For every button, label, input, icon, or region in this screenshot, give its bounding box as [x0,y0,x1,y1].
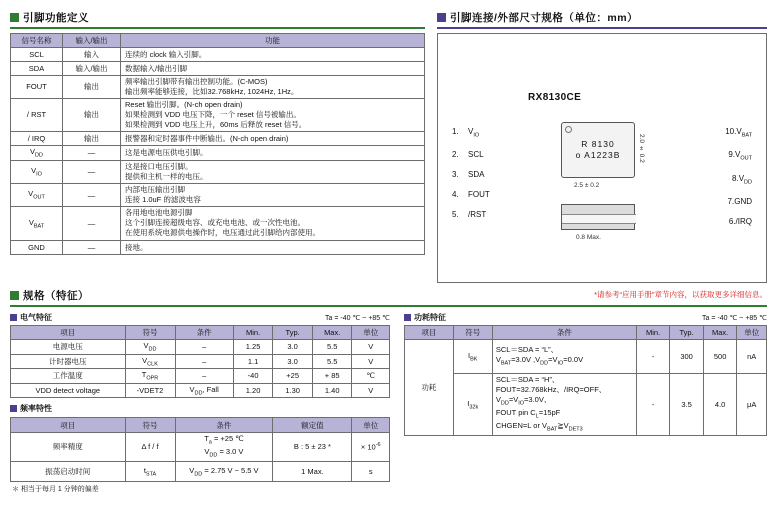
pin-entry [452,145,490,165]
pin-number: 4. [452,190,459,200]
pin-label: SDA [468,170,485,180]
table-row [11,160,425,183]
table-header-row [11,418,390,433]
condition-line: FOUT=32.768kHz、/IRQ=OFF、 [495,385,607,395]
power-subheader [404,312,767,323]
part-number: RX8130CE [528,91,582,103]
col-signal-name: 信号名称 [11,33,63,47]
electrical-table [10,325,390,398]
condition: – [175,340,233,355]
col-condition: 条件 [175,418,273,433]
min: 1.20 [233,383,273,398]
pin-name: GND [11,240,63,254]
max: 500 [703,340,737,374]
subsection-marker-icon [10,314,17,321]
pin-label: $V_{IO}$ [468,126,480,139]
condition: $V_{DD}$, Fall [175,383,233,398]
unit: V [352,354,390,369]
condition-line: CHGEN=L or $V_{BAT}≧V_{DET3}$ [495,421,583,433]
electrical-spec-block [10,312,390,493]
col-condition: 条件 [492,326,636,340]
pin-entry [718,145,752,169]
package-section [437,10,767,283]
min: - [636,374,670,436]
pin-io: 输出 [63,98,121,131]
pin-label: SCL [468,150,484,160]
pin-entry [718,212,752,232]
item: 振荡启动时间 [11,461,126,481]
spec-note: *请参考“应用手册”章节内容，以获取更多详细信息。 [594,290,767,299]
min: 1.25 [233,340,273,355]
symbol: $V_{CLK}$ [125,354,175,369]
unit: × $10^{-6}$ [352,433,390,462]
pin-function: 数据输入/输出引脚 [121,61,425,75]
col-rating: 额定值 [273,418,352,433]
frequency-table [10,417,390,482]
table-row [11,433,390,462]
unit: V [352,340,390,355]
pin-entry [452,205,490,225]
power-spec-block [404,312,767,436]
condition [492,340,636,374]
pin-entry [718,122,752,146]
min: 1.1 [233,354,273,369]
pin-function: 报警器和定时器事件中断输出。(N-ch open drain) [121,132,425,146]
dimension-thickness: 0.8 Max. [576,233,601,241]
pin-function-line: Reset 输出引脚。(N-ch open drain) [125,99,243,109]
pin-io: 输入/输出 [63,61,121,75]
pin-function [121,75,425,98]
col-min: Min. [233,326,273,340]
power-temp-note: Ta = -40 ℃ ~ +85 ℃ [702,314,767,322]
pin-function-line: 提供和主机一样的电压。 [125,171,208,181]
table-row [11,47,425,61]
pin-entry [452,185,490,205]
pin-io: — [63,160,121,183]
rating: 1 Max. [273,461,352,481]
pin-function [121,207,425,240]
pin-label: $V_{BAT}$ [736,126,752,139]
symbol: $I_{BK}$ [453,340,492,374]
pin-number: 5. [452,210,459,220]
max: 5.5 [312,340,352,355]
condition-line: SCL＝SDA = “H”、 [495,375,560,384]
pin-number: 2. [452,150,459,160]
pin-name: $V_{BAT}$ [11,207,63,240]
item: 工作温度 [11,369,126,384]
table-row [405,374,767,436]
section-divider [10,305,767,307]
pin-label: FOUT [468,190,490,200]
item: VDD detect voltage [11,383,126,398]
table-row [405,340,767,374]
item: 频率精度 [11,433,126,462]
package-side-view [561,204,635,230]
table-row [11,132,425,146]
pin-function [121,160,425,183]
pin-function-line: 在使用系统电源供电操作时，电压通过此引脚给内部使用。 [125,228,320,238]
pin-number: 8. [732,173,739,183]
spec-title: 规格（特征） [23,290,89,302]
table-row [11,354,390,369]
pin-function-line: 输出频率能够连接，比如32.768kHz, 1024Hz, 1Hz。 [125,86,299,96]
typ: 3.0 [273,340,313,355]
pin-name: SDA [11,61,63,75]
symbol: $t_{STA}$ [125,461,175,481]
pin-entry [452,122,490,146]
table-row [11,240,425,254]
pin-function [121,98,425,131]
col-function: 功能 [121,33,425,47]
table-row [11,207,425,240]
col-unit: 单位 [737,326,767,340]
pin-function-section [10,10,425,255]
table-header-row [405,326,767,340]
item: 电源电压 [11,340,126,355]
pin-function-line: 连接 1.0uF 的滤波电容 [125,195,201,204]
chip-marking-text: R 8130 o A1223B [575,138,621,160]
table-row [11,183,425,206]
unit: μA [737,374,767,436]
pin-function-header [10,10,425,25]
pin-io: 输出 [63,132,121,146]
min: -40 [233,369,273,384]
subsection-marker-icon [404,314,411,321]
pin-number: 10. [725,126,737,136]
condition-line: $V_{BAT}=3.0V$ $,V_{DD}=V_{IO}=0.0V$ [495,355,584,367]
condition-line: $V_{DD} = 3.0$ V [204,446,244,459]
pin-entry [718,169,752,193]
pin-name: FOUT [11,75,63,98]
pin-entry [718,192,752,212]
pin-function-line: 内部电压输出引脚 [125,184,185,194]
col-item: 项目 [11,326,126,340]
electrical-temp-note: Ta = -40 ℃ ~ +85 ℃ [325,314,390,322]
col-max: Max. [312,326,352,340]
condition-line: FOUT pin $C_L=15pF$ [495,408,561,420]
electrical-title: 电气特征 [20,313,52,322]
unit: ℃ [352,369,390,384]
dimension-height: 2.0 ± 0.2 [638,133,645,163]
condition: – [175,369,233,384]
col-symbol: 符号 [453,326,492,340]
col-io: 输入/输出 [63,33,121,47]
pin-function-line: 这是接口电压引脚。 [125,161,193,171]
pin-io: 输入 [63,47,121,61]
col-typ: Typ. [273,326,313,340]
item: 计时器电压 [11,354,126,369]
pin-label: /IRQ [735,217,752,227]
pin-function [121,183,425,206]
rating: B : 5 ± 23 * [273,433,352,462]
pin-label: /RST [468,210,487,220]
table-row [11,98,425,131]
symbol: $T_{OPR}$ [125,369,175,384]
package-title: 引脚连接/外部尺寸规格（单位：mm） [450,12,639,24]
unit: nA [737,340,767,374]
pin-function-title: 引脚功能定义 [23,12,89,24]
section-divider [10,27,425,29]
pin-number: 9. [728,150,736,160]
pin-list-left [452,122,490,226]
pin-name: / RST [11,98,63,131]
condition: – [175,354,233,369]
pin-io: — [63,146,121,161]
unit: V [352,383,390,398]
table-header-row [11,326,390,340]
pin-io: — [63,207,121,240]
pin-function-line: 如果检测到 VDD 电压下降，一个 reset 信号被输出。 [125,109,301,119]
pin-number: 3. [452,170,459,180]
min: - [636,340,670,374]
chip-marking [562,123,634,177]
pin-label: GND [734,197,752,207]
pin-entry [452,165,490,185]
col-item: 项目 [11,418,126,433]
pin-name: / IRQ [11,132,63,146]
condition-line: SCL＝SDA = “L”、 [495,344,559,354]
condition: $V_{DD} = 2.75$ V ~ 5.5 V [175,461,273,481]
power-table [404,325,767,436]
electrical-subheader [10,312,390,323]
table-header-row [11,33,425,47]
max: + 85 [312,369,352,384]
pin-function: 这是电源电压供电引脚。 [121,146,425,161]
section-marker-icon [10,291,19,300]
typ: 1.30 [273,383,313,398]
pin-number: 7. [727,197,735,207]
spec-section-header [10,288,767,307]
item: 功耗 [405,340,454,436]
condition [492,374,636,436]
section-divider [437,27,767,29]
pin-number: 6. [728,217,736,227]
pin-label: $V_{DD}$ [738,173,752,186]
frequency-title: 频率特性 [20,404,52,413]
pin-name: SCL [11,47,63,61]
pin-function-line: 频率输出引脚带有输出控制功能。(C-MOS) [125,76,268,86]
max: 4.0 [703,374,737,436]
pin-name: $V_{DD}$ [11,146,63,161]
col-typ: Typ. [670,326,704,340]
condition [175,433,273,462]
power-title: 功耗特征 [414,313,446,322]
pin-list-right [718,122,752,233]
symbol: $I_{32k}$ [453,374,492,436]
section-marker-icon [10,13,19,22]
table-row [11,383,390,398]
col-min: Min. [636,326,670,340]
pin-number: 1. [452,126,459,136]
col-item: 项目 [405,326,454,340]
max: 5.5 [312,354,352,369]
pin-io: — [63,240,121,254]
pin-function: 连续的 clock 输入引脚。 [121,47,425,61]
col-unit: 单位 [352,326,390,340]
typ: 3.5 [670,374,704,436]
col-unit: 单位 [352,418,390,433]
pin-io: — [63,183,121,206]
table-row [11,369,390,384]
symbol: Δ f / f [125,433,175,462]
table-row [11,461,390,481]
col-symbol: 符号 [125,326,175,340]
pin-function-line: 这个引脚连接超级电容、或充电电池、或一次性电池。 [125,218,305,228]
condition-line: $T_a = +25$ ℃ [204,434,244,446]
table-row [11,75,425,98]
frequency-subheader [10,403,390,414]
package-diagram [437,33,767,283]
table-row [11,61,425,75]
pin-function-table [10,33,425,255]
pin-io: 输出 [63,75,121,98]
typ: 300 [670,340,704,374]
typ: 3.0 [273,354,313,369]
pin-name: $V_{OUT}$ [11,183,63,206]
table-row [11,146,425,161]
section-marker-icon [437,13,446,22]
pin-name: $V_{IO}$ [11,160,63,183]
max: 1.40 [312,383,352,398]
pin-function: 接地。 [121,240,425,254]
pin-function-line: 如果检测到 VDD 电压上升，60ms 后释放 reset 信号。 [125,120,307,129]
table-row [11,340,390,355]
footnote: ＊ 相当于每月 1 分钟的偏差 [12,486,99,493]
unit: s [352,461,390,481]
symbol: $V_{DD}$ [125,340,175,355]
symbol: -VDET2 [125,383,175,398]
col-condition: 条件 [175,326,233,340]
col-symbol: 符号 [125,418,175,433]
pin-function-line: 各用地电池电源引脚 [125,208,193,218]
condition-line: $V_{DD}=V_{IO}=3.0V$、 [495,395,552,407]
typ: +25 [273,369,313,384]
package-header [437,10,767,25]
pin-label: $V_{OUT}$ [735,150,752,162]
package-top-view [561,122,635,178]
subsection-marker-icon [10,405,17,412]
dimension-width: 2.5 ± 0.2 [574,181,600,189]
col-max: Max. [703,326,737,340]
